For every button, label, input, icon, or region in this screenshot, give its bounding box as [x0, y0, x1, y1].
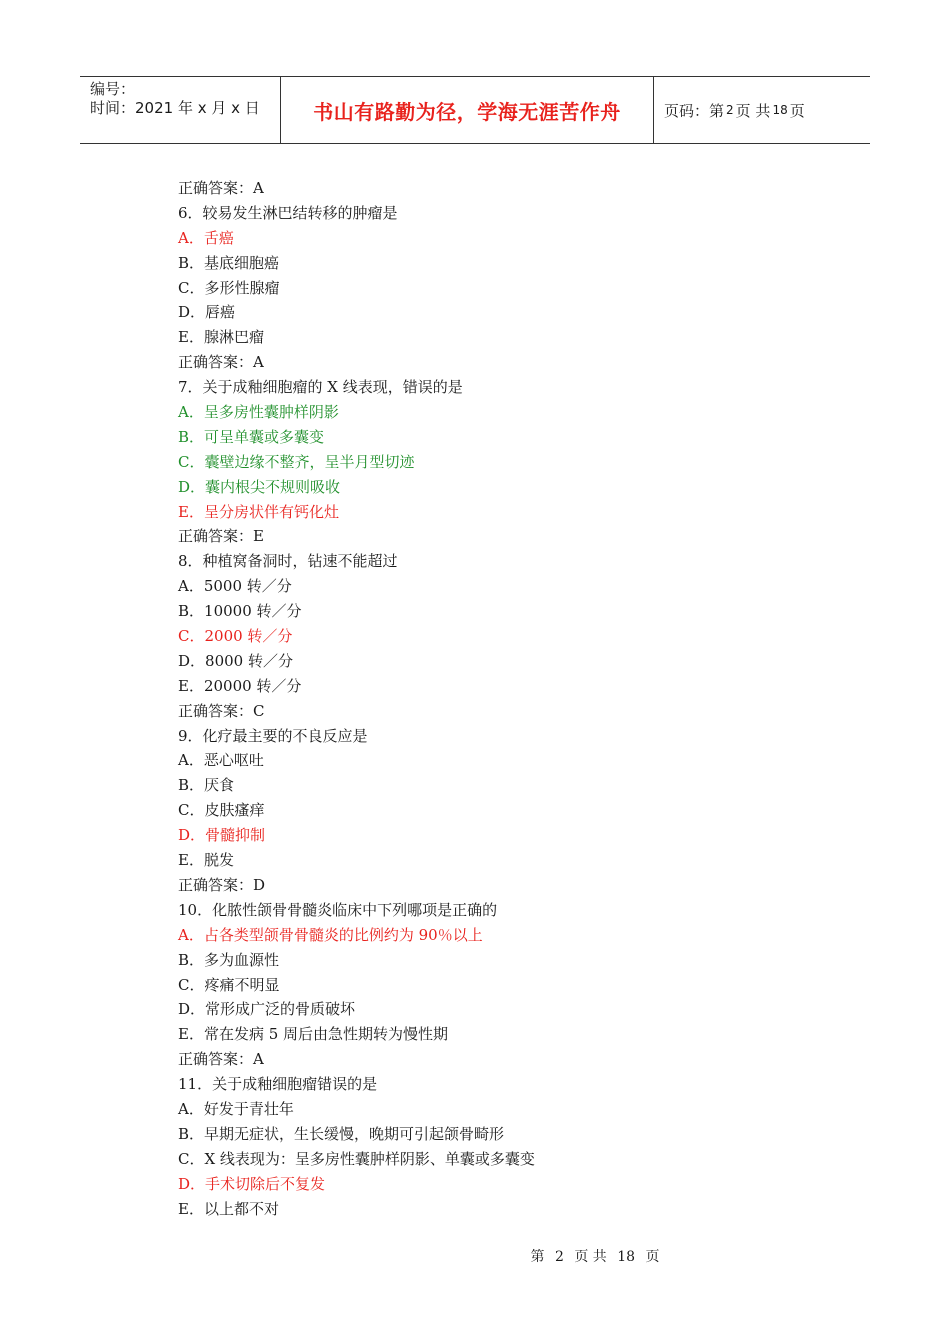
question-stem: 10．化脓性颌骨骨髓炎临床中下列哪项是正确的 [178, 900, 498, 919]
answer-option: A．呈多房性囊肿样阴影 [178, 403, 339, 422]
answer-option: E．腺淋巴瘤 [178, 328, 264, 347]
header-motto: 书山有路勤为径，学海无涯苦作舟 [280, 77, 654, 143]
answer-line: 正确答案：D [178, 875, 266, 894]
answer-option: E．呈分房状伴有钙化灶 [178, 502, 339, 521]
page-footer [0, 1246, 950, 1266]
answer-option: D．手术切除后不复发 [178, 1174, 326, 1193]
answer-option: C．X 线表现为：呈多房性囊肿样阴影、单囊或多囊变 [178, 1149, 535, 1168]
answer-option: D．骨髓抑制 [178, 826, 266, 845]
answer-option: D．常形成广泛的骨质破坏 [178, 1000, 356, 1019]
answer-option: A．占各类型颌骨骨髓炎的比例约为 90％以上 [178, 925, 483, 944]
answer-option: E．以上都不对 [178, 1199, 279, 1218]
answer-line: 正确答案：A [178, 1050, 264, 1069]
question-stem: 9．化疗最主要的不良反应是 [178, 726, 368, 745]
answer-option: A．好发于青壮年 [178, 1099, 294, 1118]
page-header [80, 76, 870, 144]
answer-option: D．8000 转／分 [178, 651, 293, 670]
header-meta [80, 77, 280, 143]
answer-option: B．多为血源性 [178, 950, 280, 969]
answer-option: D．囊内根尖不规则吸收 [178, 477, 341, 496]
answer-option: D．唇癌 [178, 303, 236, 322]
footer-total-pages: 18 [617, 1249, 636, 1265]
footer-mid: 页 共 [574, 1249, 607, 1265]
footer-prefix: 第 [530, 1249, 545, 1265]
question-stem: 11．关于成釉细胞瘤错误的是 [178, 1075, 378, 1094]
answer-line: 正确答案：A [178, 179, 264, 197]
page-label-prefix: 页码：第 [664, 101, 725, 120]
answer-option: B．可呈单囊或多囊变 [178, 427, 325, 446]
answer-line: 正确答案：A [178, 353, 264, 372]
answer-option: B．厌食 [178, 776, 235, 795]
document-time-label: 时间：2021 年 x 月 x 日 [90, 99, 260, 117]
answer-option: C．囊壁边缘不整齐，呈半月型切迹 [178, 452, 415, 471]
answer-option: A．舌癌 [178, 228, 234, 247]
answer-option: B．10000 转／分 [178, 602, 302, 621]
page-current-number: 2 [726, 103, 734, 117]
footer-suffix: 页 [645, 1249, 660, 1265]
answer-option: B．基底细胞癌 [178, 253, 280, 272]
answer-option: E．脱发 [178, 851, 234, 870]
answer-line: 正确答案：E [178, 527, 264, 546]
question-stem: 8．种植窝备洞时，钻速不能超过 [178, 552, 398, 571]
footer-current-page: 2 [554, 1249, 564, 1265]
page-label-mid: 页 共 [735, 101, 771, 120]
answer-line: 正确答案：C [178, 701, 265, 720]
page-total-number: 18 [772, 103, 788, 117]
answer-option: E．常在发病 5 周后由急性期转为慢性期 [178, 1025, 449, 1044]
answer-option: A．5000 转／分 [178, 577, 292, 596]
question-stem: 7．关于成釉细胞瘤的 X 线表现，错误的是 [178, 378, 463, 397]
answer-option: B．早期无症状，生长缓慢，晚期可引起颌骨畸形 [178, 1124, 505, 1143]
answer-option: C．2000 转／分 [178, 627, 293, 646]
answer-option: C．疼痛不明显 [178, 975, 280, 994]
question-stem: 6．较易发生淋巴结转移的肿瘤是 [178, 203, 398, 222]
answer-option: C．皮肤瘙痒 [178, 801, 265, 820]
answer-option: C．多形性腺瘤 [178, 278, 280, 297]
document-number-label: 编号： [90, 80, 136, 98]
answer-option: A．恶心呕吐 [178, 751, 264, 770]
question-list [178, 176, 858, 1221]
answer-option: E．20000 转／分 [178, 676, 302, 695]
page-label-suffix: 页 [789, 101, 805, 120]
header-page-indicator [654, 77, 870, 143]
